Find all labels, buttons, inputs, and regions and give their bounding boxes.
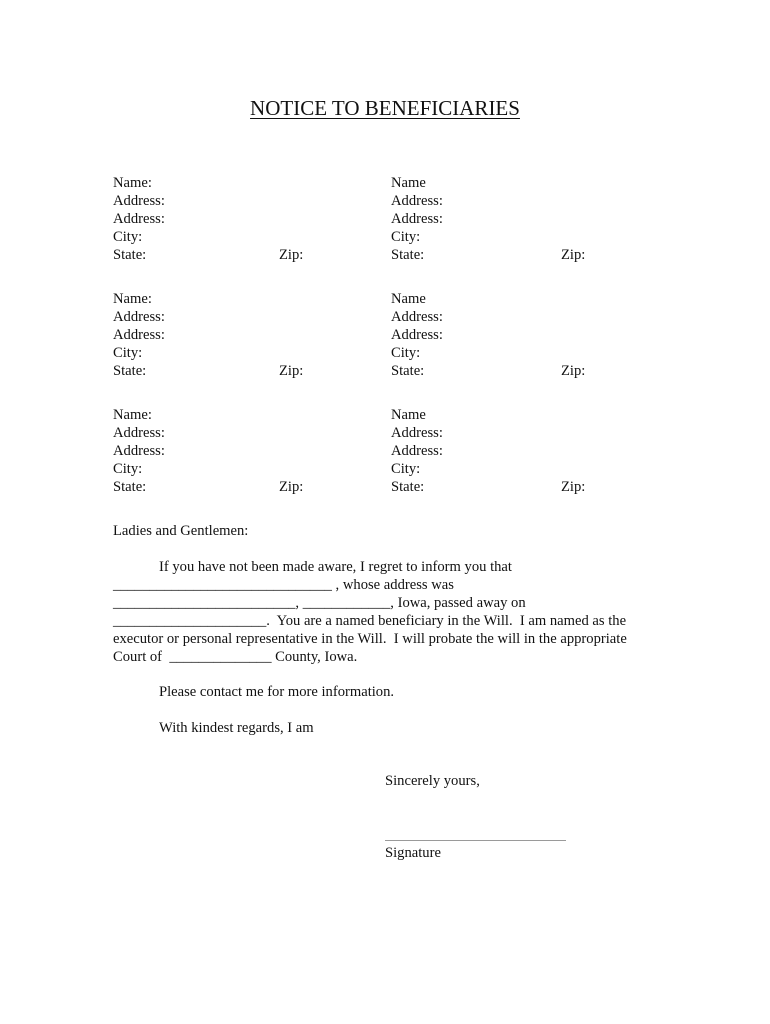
address-label: Address:: [391, 309, 443, 325]
document-title: [0, 94, 770, 122]
address-label: Address:: [113, 425, 165, 441]
name-label: Name:: [113, 291, 152, 307]
address-label: Address:: [391, 193, 443, 209]
zip-label: Zip:: [561, 247, 586, 263]
address-label: Address:: [391, 327, 443, 343]
address-label: Address:: [391, 425, 443, 441]
city-label: City:: [391, 345, 421, 361]
salutation: Ladies and Gentlemen:: [113, 523, 249, 539]
body-line: Court of ______________ County, Iowa.: [113, 649, 358, 665]
zip-label: Zip:: [279, 363, 304, 379]
zip-label: Zip:: [561, 479, 586, 495]
zip-label: Zip:: [279, 479, 304, 495]
name-label: Name: [391, 407, 426, 423]
state-label: State:: [113, 363, 147, 379]
beneficiary-block-1-right: [391, 174, 443, 264]
state-label: State:: [113, 479, 147, 495]
document-title-text: NOTICE TO BENEFICIARIES: [250, 96, 520, 120]
body-line: executor or personal representative in the Will. I will probate the will in the appropriate: [113, 631, 627, 647]
beneficiary-block-2-left: [113, 290, 165, 380]
zip-label: Zip:: [561, 363, 586, 379]
city-label: City:: [113, 461, 143, 477]
contact-line: Please contact me for more information.: [159, 684, 395, 700]
body-line: _____________________. You are a named beneficiary in the Will. I am named as the: [113, 613, 627, 629]
body-line: If you have not been made aware, I regret to inform you that: [159, 559, 512, 575]
state-label: State:: [113, 247, 147, 263]
city-label: City:: [391, 229, 421, 245]
regards-line: With kindest regards, I am: [159, 720, 314, 736]
zip-label: Zip:: [279, 247, 304, 263]
signature-label: Signature: [385, 845, 441, 861]
state-label: State:: [391, 479, 425, 495]
address-label: Address:: [113, 443, 165, 459]
address-label: Address:: [113, 211, 165, 227]
beneficiary-block-1-left: [113, 174, 165, 264]
address-label: Address:: [113, 327, 165, 343]
address-label: Address:: [391, 443, 443, 459]
name-label: Name:: [113, 407, 152, 423]
name-label: Name:: [113, 175, 152, 191]
city-label: City:: [113, 345, 143, 361]
signature-line: [385, 840, 566, 841]
beneficiary-block-2-right: [391, 290, 443, 380]
state-label: State:: [391, 363, 425, 379]
city-label: City:: [113, 229, 143, 245]
address-label: Address:: [391, 211, 443, 227]
closing: Sincerely yours,: [385, 773, 480, 789]
beneficiary-block-3-left: [113, 406, 165, 496]
body-line: ______________________________ , whose address was: [113, 577, 454, 593]
address-label: Address:: [113, 309, 165, 325]
name-label: Name: [391, 175, 426, 191]
state-label: State:: [391, 247, 425, 263]
address-label: Address:: [113, 193, 165, 209]
name-label: Name: [391, 291, 426, 307]
beneficiary-block-3-right: [391, 406, 443, 496]
body-line: _________________________, ____________, Iowa, passed away on: [113, 595, 526, 611]
city-label: City:: [391, 461, 421, 477]
